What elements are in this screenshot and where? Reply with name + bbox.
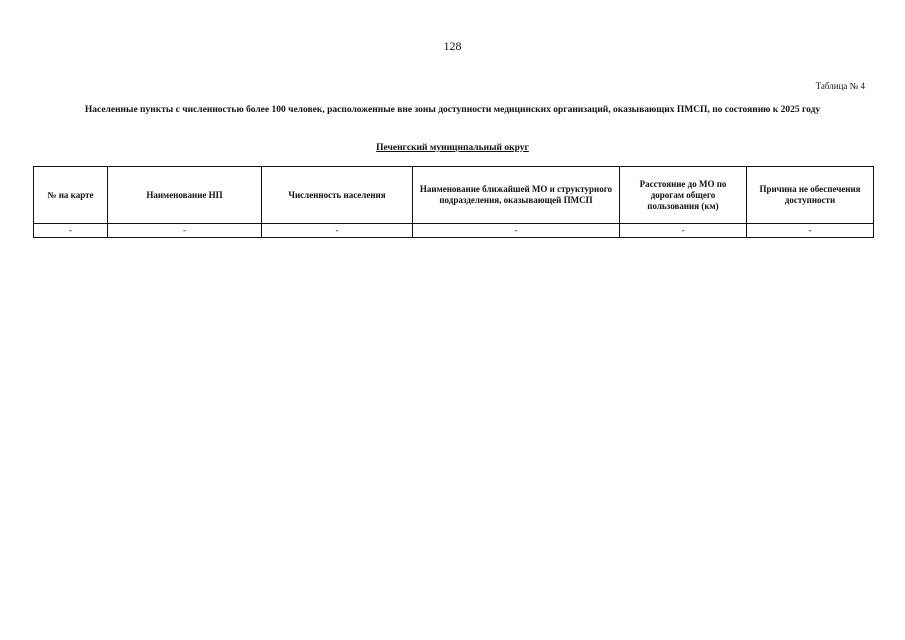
table-label: Таблица № 4	[815, 81, 865, 91]
column-header-distance: Расстояние до МО по дорогам общего пользования (км)	[620, 167, 747, 224]
column-header-reason: Причина не обеспечения доступности	[747, 167, 874, 224]
table-cell: -	[747, 224, 874, 238]
table-header-row	[34, 167, 874, 224]
table-cell: -	[413, 224, 620, 238]
table-cell: -	[620, 224, 747, 238]
column-header-population: Численность населения	[262, 167, 413, 224]
page-number: 128	[443, 39, 462, 53]
column-header-nearest-facility: Наименование ближайшей МО и структурного подразделения, оказывающей ПМСП	[413, 167, 620, 224]
data-table	[33, 166, 874, 238]
table-cell: -	[108, 224, 262, 238]
column-header-settlement-name: Наименование НП	[108, 167, 262, 224]
district-heading: Печенгский муниципальный округ	[376, 143, 529, 153]
column-header-map-number: № на карте	[34, 167, 108, 224]
table-cell: -	[262, 224, 413, 238]
table-row	[34, 224, 874, 238]
document-title: Населенные пункты с численностью более 100 человек, расположенные вне зоны доступности медицинских организаций, оказывающих ПМСП, по состоянию к 2025 году	[84, 105, 821, 115]
table-cell: -	[34, 224, 108, 238]
